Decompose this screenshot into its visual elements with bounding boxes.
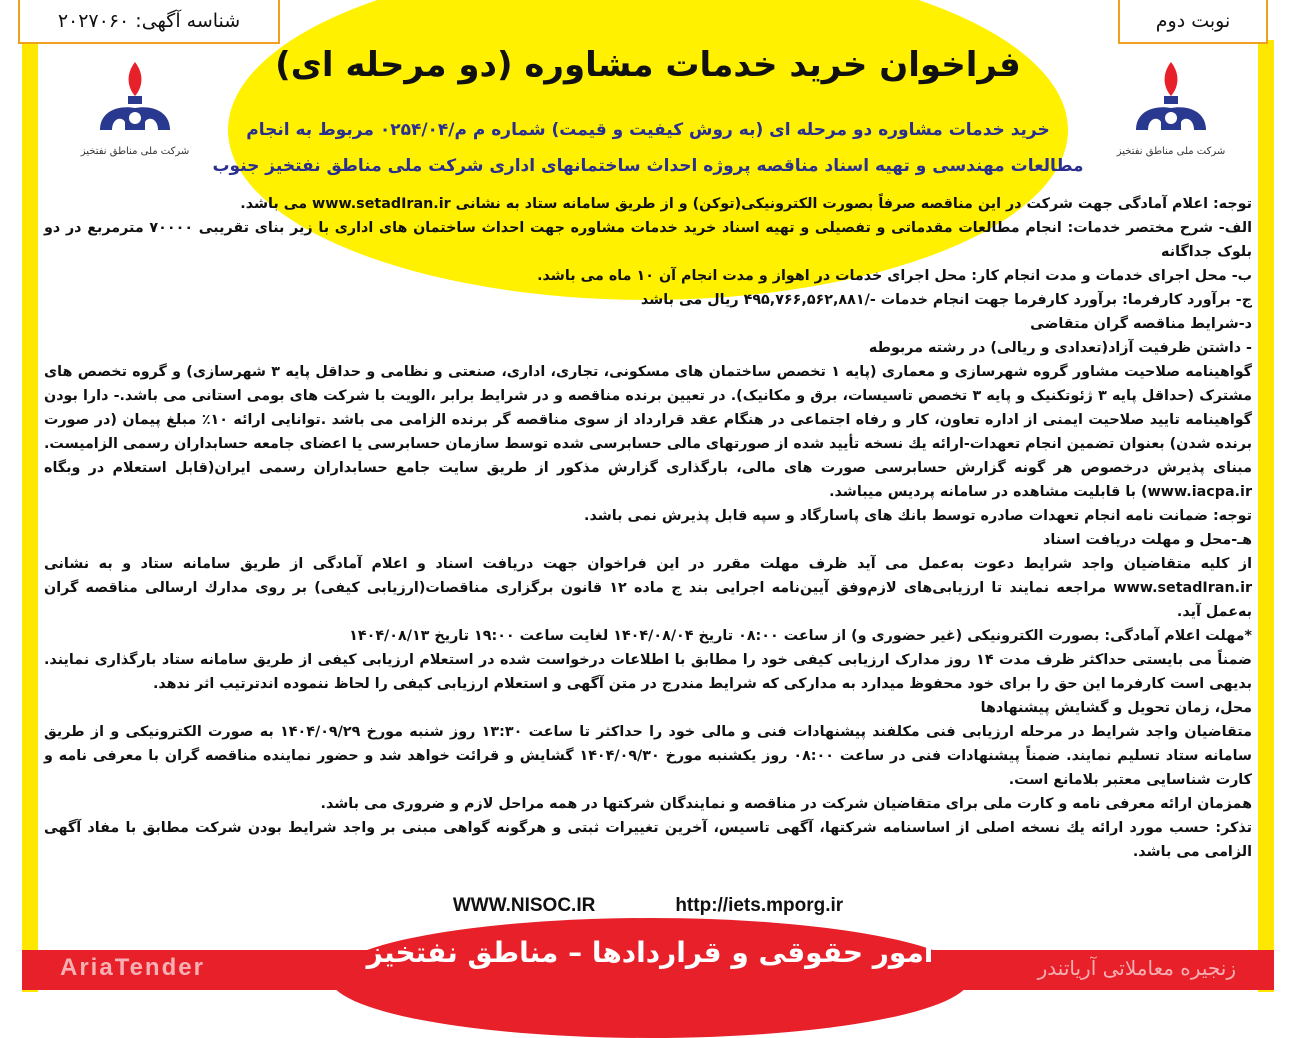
paragraph-reminder: تذکر: حسب مورد ارائه یك نسخه اصلی از اساسنامه شرکتها، آگهی تاسیس، آخرین تغییرات ثبتی و هرگونه گواهی مبنی بر واجد شرایط بودن شرکت مطابق با مفاد آگهی الزامی می باشد. — [44, 820, 1252, 860]
paragraph-evaluation: ضمناً می بایستی حداکثر ظرف مدت ۱۴ روز مدارک ارزیابی کیفی خود را مطابق با اطلاعات درخواست شده در استعلام ارزیابی کیفی از طریق سامانه ستاد بارگذاری نمایند. بدیهی است کارفرما این حق را برای خود محفوظ میدارد به مدارکی که شرایط مندرج در متن آگهی و استعلام ارزیابی کیفی را لحاظ ننموده اندترتیب اثر ندهد. — [44, 652, 1252, 692]
nisoc-logo-right — [1116, 60, 1226, 157]
paragraph-id-requirement: همزمان ارائه معرفی نامه و کارت ملی برای متقاضیان شرکت در مناقصه و نمایندگان شرکتها در همه مراحل لازم و ضروری می باشد. — [320, 796, 1252, 812]
subtitle-line-2: مطالعات مهندسی و تهیه اسناد مناقصه پروژه احداث ساختمانهای اداری شرکت ملی مناطق نفتخیز جنوب — [212, 156, 1084, 176]
footer-title: امور حقوقی و قراردادها – مناطق نفتخیز — [366, 936, 934, 969]
paragraph-notice: توجه: اعلام آمادگی جهت شرکت در این مناقصه صرفاً بصورت الکترونیکی(توکن) و از طریق سامانه ستاد به نشانی www.setadIran.ir می باشد. — [240, 196, 1252, 212]
website-links — [0, 895, 1296, 917]
paragraph-free-capacity: - داشتن ظرفیت آزاد(تعدادی و ریالی) در رشته مربوطه — [868, 340, 1252, 356]
paragraph-deadline: *مهلت اعلام آمادگی: بصورت الکترونیکی (غیر حضوری و) از ساعت ۰۸:۰۰ تاریخ ۱۴۰۴/۰۸/۰۴ لغایت ساعت ۱۹:۰۰ تاریخ ۱۴۰۴/۰۸/۱۳ — [349, 628, 1252, 644]
paragraph-invitation: از کلیه متقاضیان واجد شرایط دعوت به‌عمل می آید ظرف مهلت مقرر در این فراخوان جهت دریافت اسناد و اعلام آمادگی از طریق سامانه ستاد و به نشانی www.setadIran.ir مراجعه نمایند تا ارزیابی‌های لازم‌وفق آیین‌نامه اجرایی بند ج ماده ۱۲ قانون برگزاری مناقصات(ارزیابی کیفی) بر روی مدارك ارسالی مناقصه گران به‌عمل آید. — [44, 556, 1253, 620]
ad-subtitle — [198, 112, 1098, 184]
watermark-brand: AriaTender — [60, 954, 205, 981]
ad-body — [44, 192, 1252, 864]
ad-title: فراخوان خرید خدمات مشاوره (دو مرحله ای) — [275, 45, 1021, 85]
link-nisoc[interactable]: WWW.NISOC.IR — [452, 895, 596, 916]
link-iets[interactable]: http://iets.mporg.ir — [675, 895, 844, 916]
subtitle-line-1: خرید خدمات مشاوره دو مرحله ای (به روش کیفیت و قیمت) شماره م م/۰۲۵۴/۰۴ مربوط به انجام — [246, 120, 1050, 140]
paragraph-guarantee-note: توجه: ضمانت نامه انجام تعهدات صادره توسط بانك های پاسارگاد و سپه قابل پذیرش نمی باشد. — [584, 508, 1252, 524]
paragraph-qualifications: گواهینامه صلاحیت مشاور گروه شهرسازی و معماری (پایه ۱ تخصص ساختمان های مسکونی، تجاری، اداری، صنعتی و نظامی و حداقل پایه ۳ شهرسازی) و گروه تخصص های مشترک (حداقل پایه ۳ ژئوتکنیک و پایه ۳ تخصص تاسیسات، برق و مکانیک). در تعیین برنده مناقصه و در شرایط برابر ،الویت با شرکت های بومی استانی می باشد.- دارا بودن گواهینامه تایید صلاحیت ایمنی از اداره تعاون، کار و رفاه اجتماعی در هنگام عقد قرارداد از سوی مناقصه گر برنده الزامی می باشد .توانایی ارائه ۱۰٪ مبلغ پیمان (در صورت برنده شدن) بعنوان تضمین انجام تعهدات-ارائه یك نسخه تأیید شده از صورتهای مالی حسابرسی شده توسط سازمان حسابرسی یا اعضای جامعه حسابداران رسمی الزامیست. مبنای پذیرش درخصوص هر گونه گزارش حسابرسی صورت های مالی، بارگذاری گزارش مذکور از طریق سایت جامع حسابداران رسمی ایران(قابل استعلام در وبگاه www.iacpa.ir) با قابلیت مشاهده در سامانه پردیس میباشد. — [44, 364, 1252, 500]
logo-caption: شرکت ملی مناطق نفتخیز — [80, 146, 190, 157]
paragraph-conditions-heading: د-شرایط مناقصه گران متقاضی — [1030, 316, 1252, 332]
watermark-tagline: زنجیره معاملاتی آریاتندر — [1037, 956, 1236, 980]
paragraph-location-duration: ب- محل اجرای خدمات و مدت انجام کار: محل اجرای خدمات در اهواز و مدت انجام آن ۱۰ ماه می باشد. — [537, 268, 1252, 284]
paragraph-submission: متقاضیان واجد شرایط در مرحله ارزیابی فنی مکلفند پیشنهادات فنی و مالی خود را حداکثر تا ساعت ۱۳:۳۰ روز شنبه مورخ ۱۴۰۴/۰۹/۲۹ به صورت الکترونیکی و از طریق سامانه ستاد تسلیم نمایند. ضمناً پیشنهادات فنی در ساعت ۰۸:۰۰ روز یکشنبه مورخ ۱۴۰۴/۰۹/۳۰ گشایش و قرائت خواهد شد و حضور نماینده مناقصه گران با معرفی نامه و کارت شناسایی معتبر بلامانع است. — [44, 724, 1252, 788]
paragraph-documents-heading: هـ-محل و مهلت دریافت اسناد — [1042, 532, 1252, 548]
edition-tag: نوبت دوم — [1118, 0, 1268, 44]
logo-caption: شرکت ملی مناطق نفتخیز — [1116, 146, 1226, 157]
paragraph-submission-heading: محل، زمان تحویل و گشایش پیشنهادها — [980, 700, 1252, 716]
ad-id-tag: شناسه آگهی: ۲۰۲۷۰۶۰ — [18, 0, 280, 44]
paragraph-service-description: الف- شرح مختصر خدمات: انجام مطالعات مقدماتی و تفصیلی و تهیه اسناد خرید خدمات مشاوره جهت احداث ساختمان های اداری با زیر بنای تقریبی ۷۰۰۰۰ مترمربع در دو بلوک جداگانه — [44, 220, 1252, 260]
nisoc-flame-logo-icon — [1126, 60, 1216, 140]
nisoc-flame-logo-icon — [90, 60, 180, 140]
paragraph-estimate: ج- برآورد کارفرما: برآورد کارفرما جهت انجام خدمات -/۴۹۵,۷۶۶,۵۶۲,۸۸۱ ریال می باشد — [640, 292, 1252, 308]
nisoc-logo-left — [80, 60, 190, 157]
